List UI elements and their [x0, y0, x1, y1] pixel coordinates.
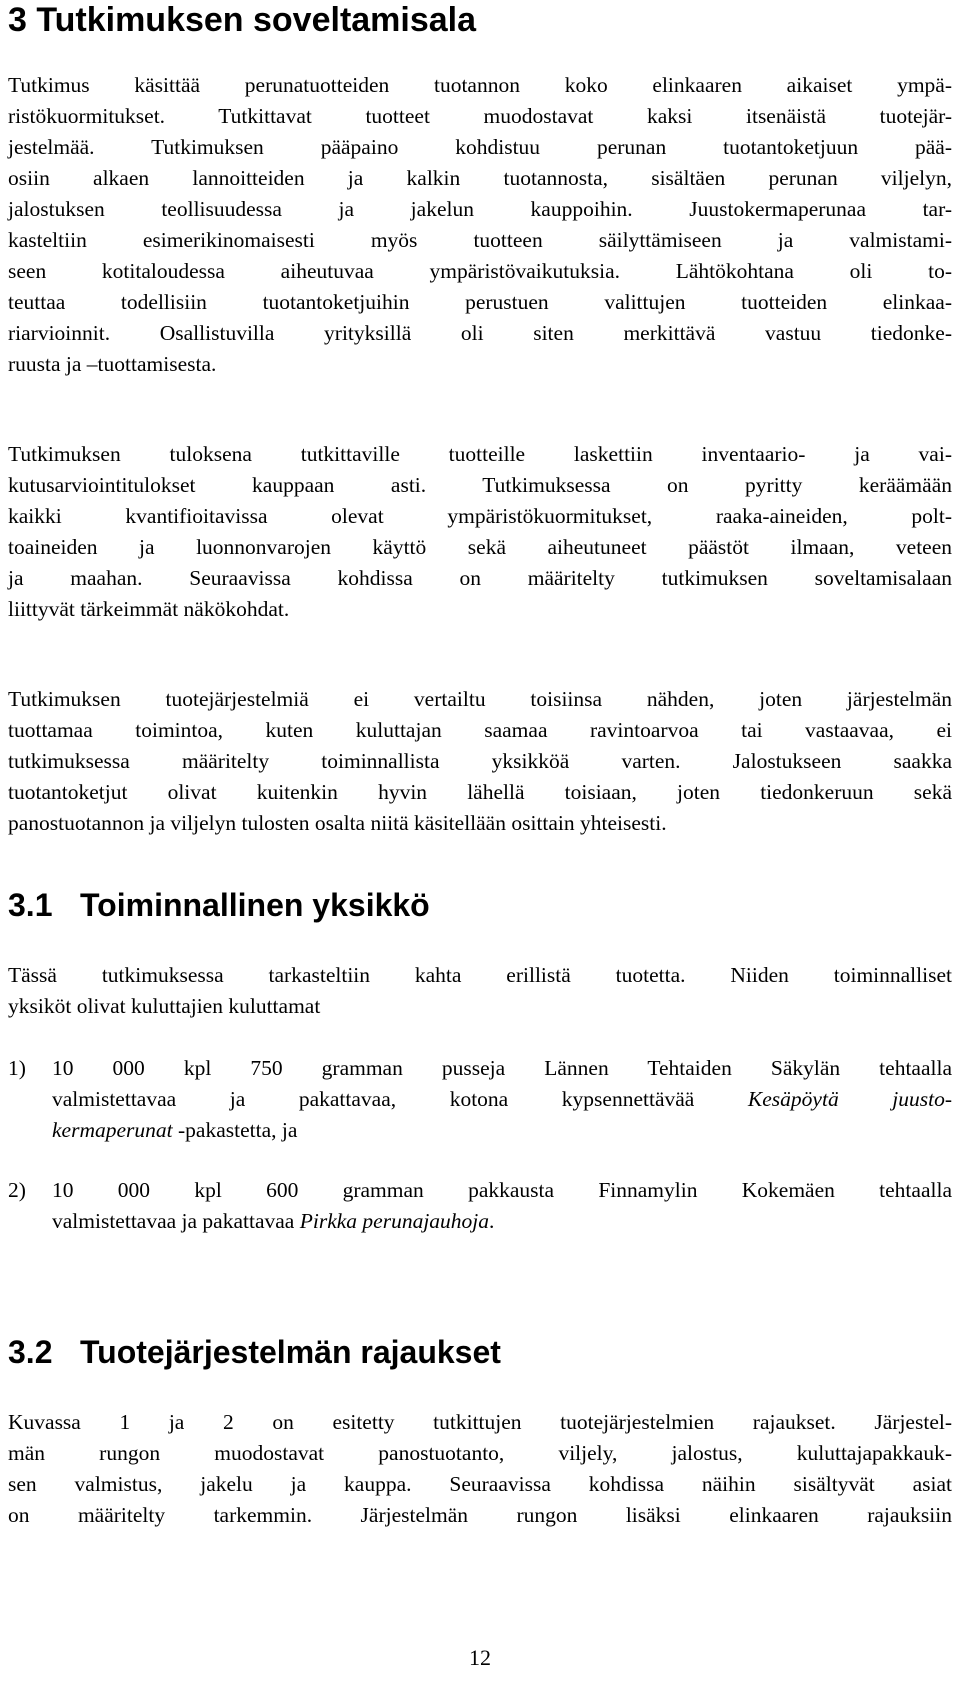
section-number: 3.1 — [8, 887, 53, 923]
text-line: Tässä tutkimuksessa tarkasteltiin kahta erillistä tuotetta. Niiden toiminnalliset — [8, 963, 952, 987]
page-number: 12 — [469, 1645, 491, 1670]
text-line — [52, 1084, 952, 1115]
text-line: ristökuormitukset. Tutkittavat tuotteet muodostavat kaksi itsenäistä tuotejär- — [8, 104, 952, 128]
paragraph-comparison — [8, 684, 952, 839]
text-line: tuottamaa toimintoa, kuten kuluttajan saamaa ravintoarvoa tai vastaavaa, ei — [8, 718, 952, 742]
chapter-number: 3 — [8, 1, 27, 39]
text-line: panostuotannon ja viljelyn tulosten osalta niitä käsitellään osittain yhteisesti. — [8, 811, 667, 835]
text-line: jalostuksen teollisuudessa ja jakelun kauppoihin. Juustokermaperunaa tar- — [8, 197, 952, 221]
text-line: Kuvassa 1 ja 2 on esitetty tutkittujen tuotejärjestelmien rajaukset. Järjestel- — [8, 1410, 952, 1434]
product-name: Kesäpöytä juusto- — [747, 1087, 952, 1111]
text-line: ruusta ja –tuottamisesta. — [8, 352, 217, 376]
product-name: kermaperunat — [52, 1118, 173, 1142]
text-line — [52, 1206, 952, 1237]
text-line: Tutkimuksen tuotejärjestelmiä ei vertailtu toisiinsa nähden, joten järjestelmän — [8, 687, 952, 711]
text-line: tuotantoketjut olivat kuitenkin hyvin lähellä toisiaan, joten tiedonkeruun sekä — [8, 780, 952, 804]
paragraph-system-boundaries — [8, 1407, 952, 1531]
text-line: kutusarviointitulokset kauppaan asti. Tutkimuksessa on pyritty keräämään — [8, 473, 952, 497]
text-line: kasteltiin esimerikinomaisesti myös tuotteen säilyttämiseen ja valmistami- — [8, 228, 952, 252]
paragraph-results — [8, 439, 952, 625]
list-item — [8, 1175, 952, 1237]
text-line: teuttaa todellisiin tuotantoketjuihin perustuen valittujen tuotteiden elinkaa- — [8, 290, 952, 314]
text-run: . — [489, 1209, 495, 1233]
section-title: Tuotejärjestelmän rajaukset — [80, 1334, 501, 1370]
text-run: -pakastetta, ja — [172, 1118, 298, 1142]
section-heading-3-1 — [8, 885, 430, 925]
text-line: toaineiden ja luonnonvarojen käyttö sekä aiheutuneet päästöt ilmaan, veteen — [8, 535, 952, 559]
functional-unit-list — [8, 1053, 952, 1237]
text-line — [52, 1115, 952, 1146]
list-item — [8, 1053, 952, 1146]
text-line: kaikki kvantifioitavissa olevat ympäristökuormitukset, raaka-aineiden, polt- — [8, 504, 952, 528]
paragraph-scope-intro — [8, 70, 952, 380]
text-run: valmistettavaa ja pakattavaa, kotona kypsennettävää — [52, 1087, 748, 1111]
text-run: valmistettavaa ja pakattavaa — [52, 1209, 300, 1233]
chapter-title: Tutkimuksen soveltamisala — [36, 1, 477, 39]
text-line: riarvioinnit. Osallistuvilla yrityksillä oli siten merkittävä vastuu tiedonke- — [8, 321, 952, 345]
text-line: yksiköt olivat kuluttajien kuluttamat — [8, 994, 321, 1018]
text-line: sen valmistus, jakelu ja kauppa. Seuraavissa kohdissa näihin sisältyvät asiat — [8, 1472, 952, 1496]
list-marker: 2) — [8, 1178, 26, 1202]
text-line: 10 000 kpl 750 gramman pusseja Lännen Tehtaiden Säkylän tehtaalla — [52, 1056, 952, 1080]
text-line: Tutkimuksen tuloksena tutkittaville tuotteille laskettiin inventaario- ja vai- — [8, 442, 952, 466]
product-name: Pirkka perunajauhoja — [299, 1209, 490, 1233]
section-title: Toiminnallinen yksikkö — [80, 887, 430, 923]
text-line: tutkimuksessa määritelty toiminnallista yksikköä varten. Jalostukseen saakka — [8, 749, 952, 773]
text-line: seen kotitaloudessa aiheutuvaa ympäristövaikutuksia. Lähtökohtana oli to- — [8, 259, 952, 283]
text-line: män rungon muodostavat panostuotanto, viljely, jalostus, kuluttajapakkauk- — [8, 1441, 952, 1465]
chapter-heading — [8, 0, 476, 40]
text-line: on määritelty tarkemmin. Järjestelmän rungon lisäksi elinkaaren rajauksiin — [8, 1503, 952, 1527]
section-number: 3.2 — [8, 1334, 53, 1370]
text-line: liittyvät tärkeimmät näkökohdat. — [8, 597, 290, 621]
section-heading-3-2 — [8, 1332, 501, 1372]
paragraph-functional-unit — [8, 960, 952, 1022]
text-line: 10 000 kpl 600 gramman pakkausta Finnamylin Kokemäen tehtaalla — [52, 1178, 952, 1202]
list-marker: 1) — [8, 1056, 26, 1080]
text-line: osiin alkaen lannoitteiden ja kalkin tuotannosta, sisältäen perunan viljelyn, — [8, 166, 952, 190]
text-line: Tutkimus käsittää perunatuotteiden tuotannon koko elinkaaren aikaiset ympä- — [8, 73, 952, 97]
text-line: jestelmää. Tutkimuksen pääpaino kohdistuu perunan tuotantoketjuun pää- — [8, 135, 952, 159]
text-line: ja maahan. Seuraavissa kohdissa on määritelty tutkimuksen soveltamisalaan — [8, 566, 952, 590]
